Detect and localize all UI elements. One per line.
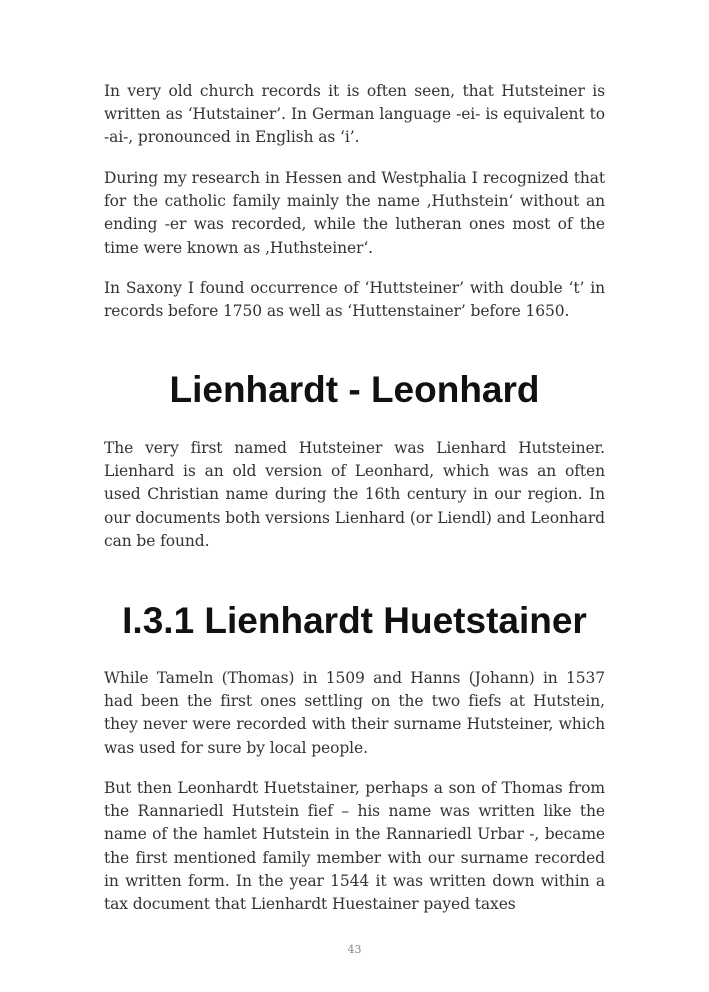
section-heading-lienhardt-leonhard bbox=[104, 368, 605, 412]
paragraph-spelling-variants bbox=[104, 80, 605, 150]
paragraph-leonhardt-huetstainer bbox=[104, 777, 605, 916]
section-heading-lienhardt-huetstainer bbox=[74, 599, 635, 643]
heading-text: I.3.1 Lienhardt Huetstainer bbox=[122, 600, 587, 641]
page-number: 43 bbox=[347, 943, 362, 956]
paragraph-text: In Saxony I found occurrence of ‘Huttsteiner’ with double ‘t’ in records before 1750 as well as ‘Huttenstainer’ before 1650. bbox=[104, 279, 605, 321]
paragraph-text: While Tameln (Thomas) in 1509 and Hanns (Johann) in 1537 had been the first ones settling on the two fiefs at Hutstein, they never were recorded with their surname Hutsteiner, which was used for sure by local people. bbox=[104, 669, 605, 757]
paragraph-text: The very first named Hutsteiner was Lienhard Hutsteiner. Lienhard is an old version of Leonhard, which was an often used Christian name during the 16th century in our region. In our documents both versions Lienhard (or Liendl) and Leonhard can be found. bbox=[104, 439, 605, 550]
paragraph-tameln-hanns bbox=[104, 667, 605, 760]
paragraph-hessen-westphalia bbox=[104, 167, 605, 260]
paragraph-first-named bbox=[104, 437, 605, 553]
paragraph-saxony bbox=[104, 277, 605, 323]
paragraph-text: In very old church records it is often seen, that Hutsteiner is written as ‘Hutstainer’. In German language -ei- is equivalent to -ai-, pronounced in English as ‘i’. bbox=[104, 82, 605, 147]
paragraph-text: During my research in Hessen and Westphalia I recognized that for the catholic family mainly the name ‚Huthstein‘ without an ending -er was recorded, while the lutheran ones most of the time were known as ‚Huthsteiner‘. bbox=[104, 169, 605, 257]
heading-text: Lienhardt - Leonhard bbox=[169, 369, 540, 410]
paragraph-text: But then Leonhardt Huetstainer, perhaps a son of Thomas from the Rannariedl Hutstein fief – his name was written like the name of the hamlet Hutstein in the Rannariedl Urbar -, became the first mentioned family member with our surname recorded in written form. In the year 1544 it was written down within a tax document that Lienhardt Huestainer payed taxes bbox=[104, 779, 605, 914]
